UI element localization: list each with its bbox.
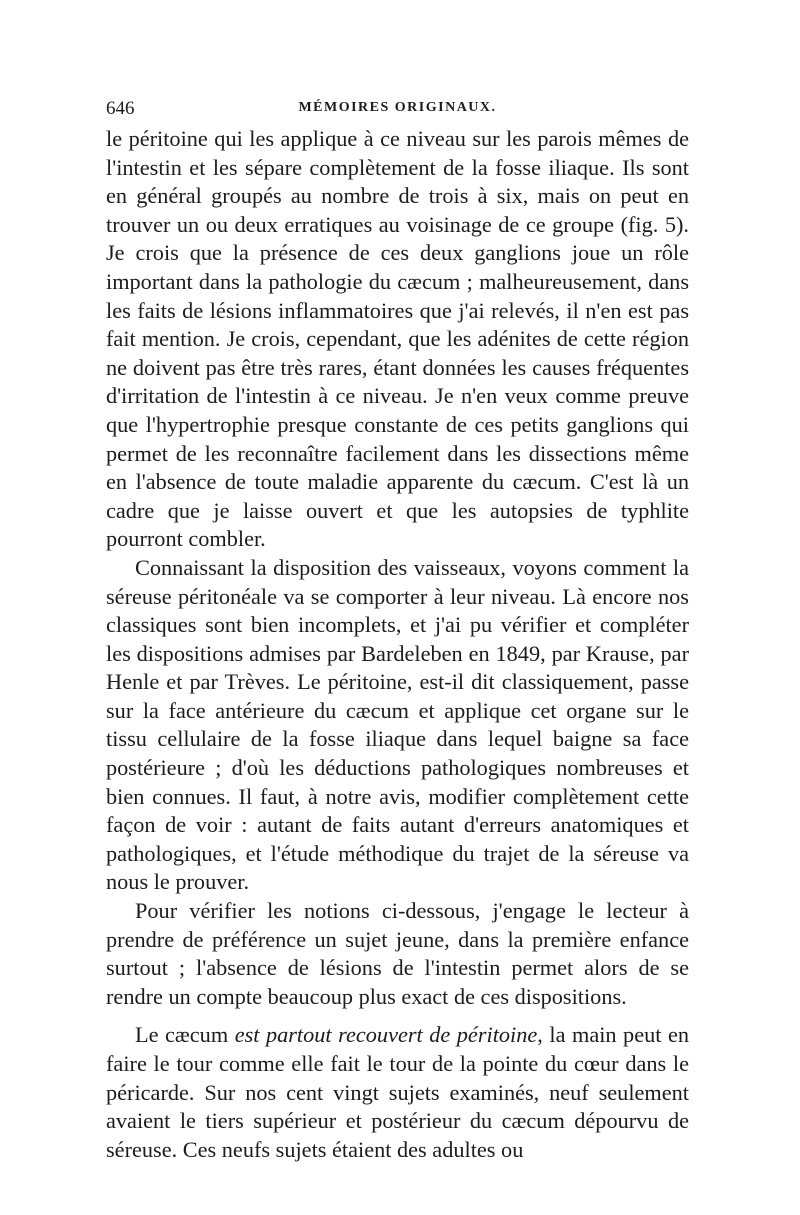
page-number: 646 bbox=[106, 98, 135, 119]
paragraph-4-lead: Le cæcum bbox=[135, 1022, 235, 1048]
book-page bbox=[106, 98, 689, 1164]
running-head bbox=[106, 98, 689, 122]
paragraph-4-tail: , la main peut en faire le tour comme elle fait le tour de la pointe du cœur dans le péricarde. Sur nos cent vingt sujets examinés, neuf seulement avaient le tiers supérieur et postérieur du cæcum dépourvu de séreuse. Ces neufs sujets étaient des adultes ou bbox=[106, 1022, 690, 1162]
paragraph-1: le péritoine qui les applique à ce niveau sur les parois mêmes de l'intestin et les sépare complètement de la fosse iliaque. Ils sont en général groupés au nombre de trois à six, mais on peut en trouver un ou deux erratiques au voisinage de ce groupe (fig. 5). Je crois que la présence de ces deux ganglions joue un rôle important dans la pathologie du cæcum ; malheureusement, dans les faits de lésions inflammatoires que j'ai relevés, il n'en est pas fait mention. Je crois, cependant, que les adénites de cette région ne doivent pas être très rares, étant données les causes fréquentes d'irritation de l'intestin à ce niveau. Je n'en veux comme preuve que l'hypertrophie presque constante de ces petits ganglions qui permet de les reconnaître facilement dans les dissections même en l'absence de toute maladie apparente du cæcum. C'est là un cadre que je laisse ouvert et que les autopsies de typhlite pourront combler. bbox=[106, 126, 689, 552]
body-text bbox=[106, 125, 689, 1164]
paragraph-3: Pour vérifier les notions ci-dessous, j'engage le lecteur à prendre de préférence un sujet jeune, dans la première enfance surtout ; l'absence de lésions de l'intestin permet alors de se rendre un compte beaucoup plus exact de ces dispositions. bbox=[106, 898, 689, 1009]
paragraph-2: Connaissant la disposition des vaisseaux, voyons comment la séreuse péritonéale va se comporter à leur niveau. Là encore nos classiques sont bien incomplets, et j'ai pu vérifier et compléter les dispositions admises par Bardeleben en 1849, par Krause, par Henle et par Trèves. Le péritoine, est-il dit classiquement, passe sur la face antérieure du cæcum et applique cet organe sur le tissu cellulaire de la fosse iliaque dans lequel baigne sa face postérieure ; d'où les déductions pathologiques nombreuses et bien connues. Il faut, à notre avis, modifier complètement cette façon de voir : autant de faits autant d'erreurs anatomiques et pathologiques, et l'étude méthodique du trajet de la séreuse va nous le prouver. bbox=[106, 554, 689, 895]
running-title: MÉMOIRES ORIGINAUX. bbox=[298, 100, 497, 115]
paragraph-4-emphasis: est partout recouvert de péritoine bbox=[234, 1022, 538, 1048]
paragraph-4 bbox=[106, 1021, 689, 1164]
